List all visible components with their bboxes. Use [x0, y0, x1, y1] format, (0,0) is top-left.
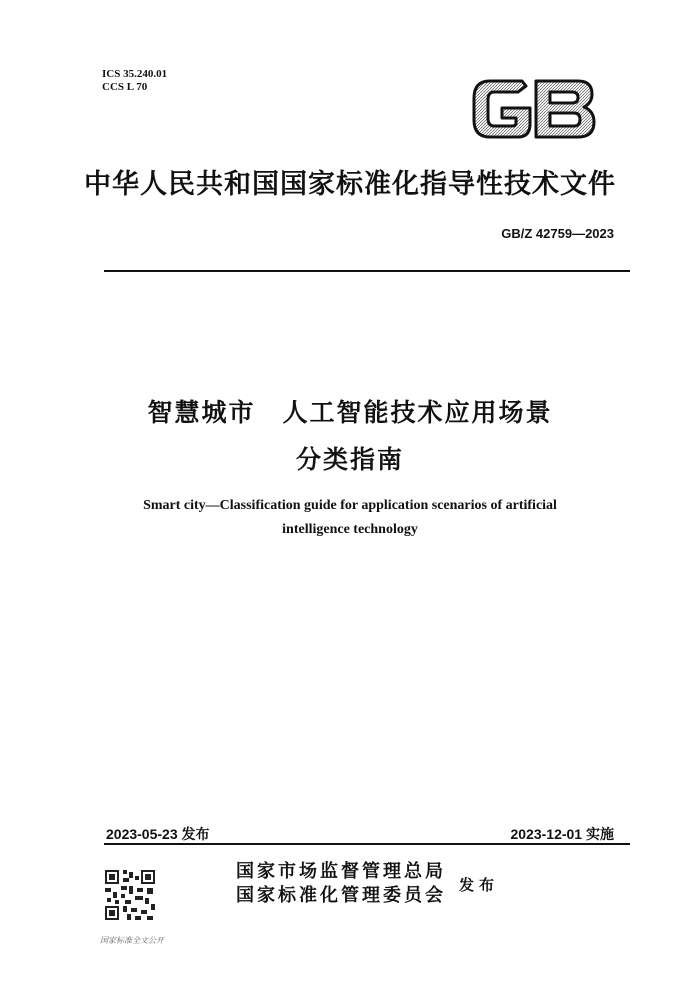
implementation-date: 2023-12-01 实施: [510, 826, 614, 842]
issuing-body-title: 中华人民共和国国家标准化指导性技术文件: [84, 169, 616, 200]
gb-logo-icon: [468, 78, 598, 140]
qr-code-label: 国家标准全文公开: [100, 936, 164, 945]
chinese-title-line1: 智慧城市 人工智能技术应用场景: [147, 398, 553, 427]
issue-action: 发布: [459, 876, 500, 894]
issuing-authorities: [236, 860, 446, 908]
publish-date: 2023-05-23 发布: [106, 826, 210, 842]
chinese-title-line2: 分类指南: [295, 445, 404, 474]
ics-code: ICS 35.240.01: [102, 68, 168, 80]
english-title-line1: Smart city—Classification guide for application scenarios of artificial: [143, 498, 557, 513]
english-title-line2: intelligence technology: [282, 522, 418, 537]
qr-code-icon[interactable]: [103, 868, 157, 922]
issuer-samr: 国家市场监督管理总局: [236, 861, 446, 882]
classification-codes: [102, 68, 167, 94]
standard-number: GB/Z 42759—2023: [501, 226, 614, 241]
english-title: [90, 494, 610, 542]
ccs-code: CCS L 70: [102, 81, 148, 93]
footer-divider: [104, 843, 630, 845]
header-divider: [104, 270, 630, 272]
issuer-sac: 国家标准化管理委员会: [236, 885, 446, 906]
